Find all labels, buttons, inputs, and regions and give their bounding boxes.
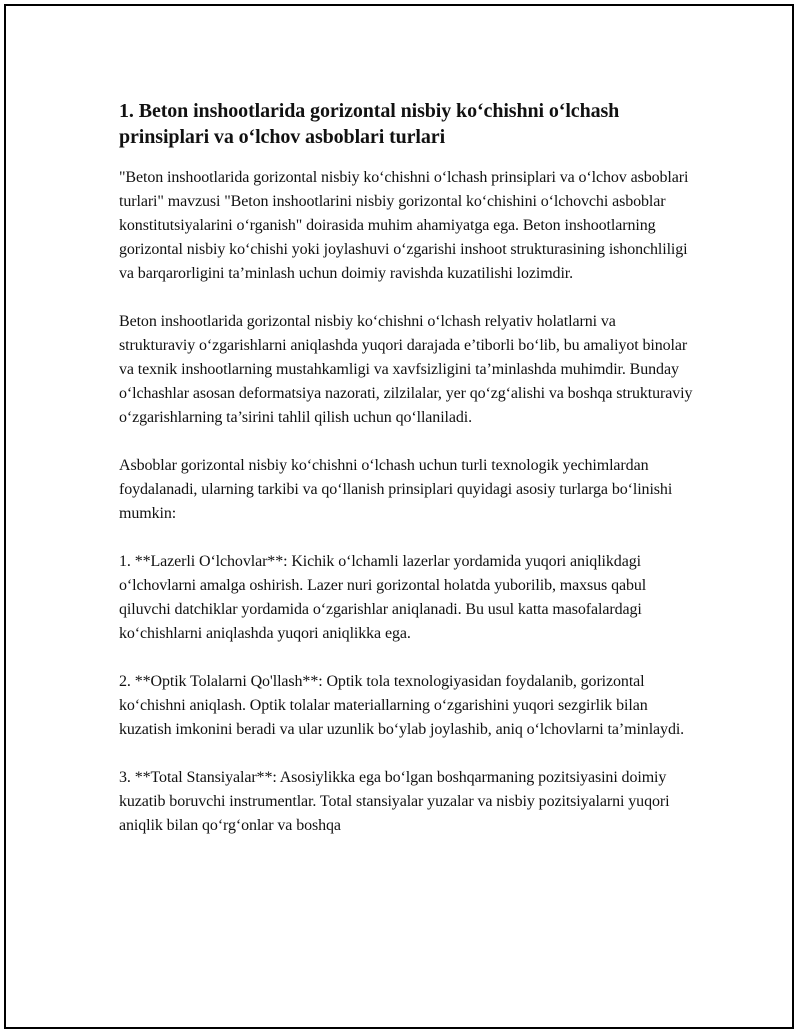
section-heading: 1. Beton inshootlarida gorizontal nisbiy ko‘chishni o‘lchash prinsiplari va o‘lchov asboblari turlari bbox=[119, 100, 620, 148]
paragraph-importance: Beton inshootlarida gorizontal nisbiy ko‘chishni o‘lchash relyativ holatlarni va strukturaviy o‘zgarishlarni aniqlashda yuqori darajada e’tiborli bo‘lib, bu amaliyot binolar va texnik inshootlarning mustahkamligi va xavfsizligini ta’minlashda muhimdir. Bunday o‘lchashlar asosan deformatsiya nazorati, zilzilalar, yer qo‘zg‘alishi va boshqa strukturaviy o‘zgarishlarning ta’sirini tahlil qilish uchun qo‘llaniladi. bbox=[119, 313, 693, 426]
document-body bbox=[119, 98, 694, 862]
list-item-optical-fiber: 2. **Optik Tolalarni Qo'llash**: Optik tola texnologiyasidan foydalanib, gorizontal ko‘chishni aniqlash. Optik tolalar materiallarning o‘zgarishini yuqori sezgirlik bilan kuzatish imkonini beradi va ular uzunlik bo‘ylab joylashib, aniq o‘lchovlarni ta’minlaydi. bbox=[119, 673, 685, 738]
paragraph-instrument-types: Asboblar gorizontal nisbiy ko‘chishni o‘lchash uchun turli texnologik yechimlardan foydalanadi, ularning tarkibi va qo‘llanish prinsiplari quyidagi asosiy turlarga bo‘linishi mumkin: bbox=[119, 457, 673, 522]
list-item-laser: 1. **Lazerli O‘lchovlar**: Kichik o‘lchamli lazerlar yordamida yuqori aniqlikdagi o‘lchovlarni amalga oshirish. Lazer nuri gorizontal holatda yuborilib, maxsus qabul qiluvchi datchiklar yordamida o‘zgarishlar aniqlanadi. Bu usul katta masofalardagi ko‘chishlarni aniqlashda yuqori aniqlikka ega. bbox=[119, 553, 647, 642]
list-item-total-station: 3. **Total Stansiyalar**: Asosiylikka ega bo‘lgan boshqarmaning pozitsiyasini doimiy kuzatib boruvchi instrumentlar. Total stansiyalar yuzalar va nisbiy pozitsiyalarni yuqori aniqlik bilan qo‘rg‘onlar va boshqa bbox=[119, 769, 670, 834]
document-page bbox=[4, 4, 794, 1029]
paragraph-intro: "Beton inshootlarida gorizontal nisbiy ko‘chishni o‘lchash prinsiplari va o‘lchov asboblari turlari" mavzusi "Beton inshootlarini nisbiy gorizontal ko‘chishini o‘lchovchi asboblar konstitutsiyalarini o‘rganish" doirasida muhim ahamiyatga ega. Beton inshootlarning gorizontal nisbiy ko‘chishi yoki joylashuvi o‘zgarishi inshoot strukturasining ishonchliligi va barqarorligini ta’minlash uchun doimiy ravishda kuzatilishi lozimdir. bbox=[119, 169, 689, 282]
